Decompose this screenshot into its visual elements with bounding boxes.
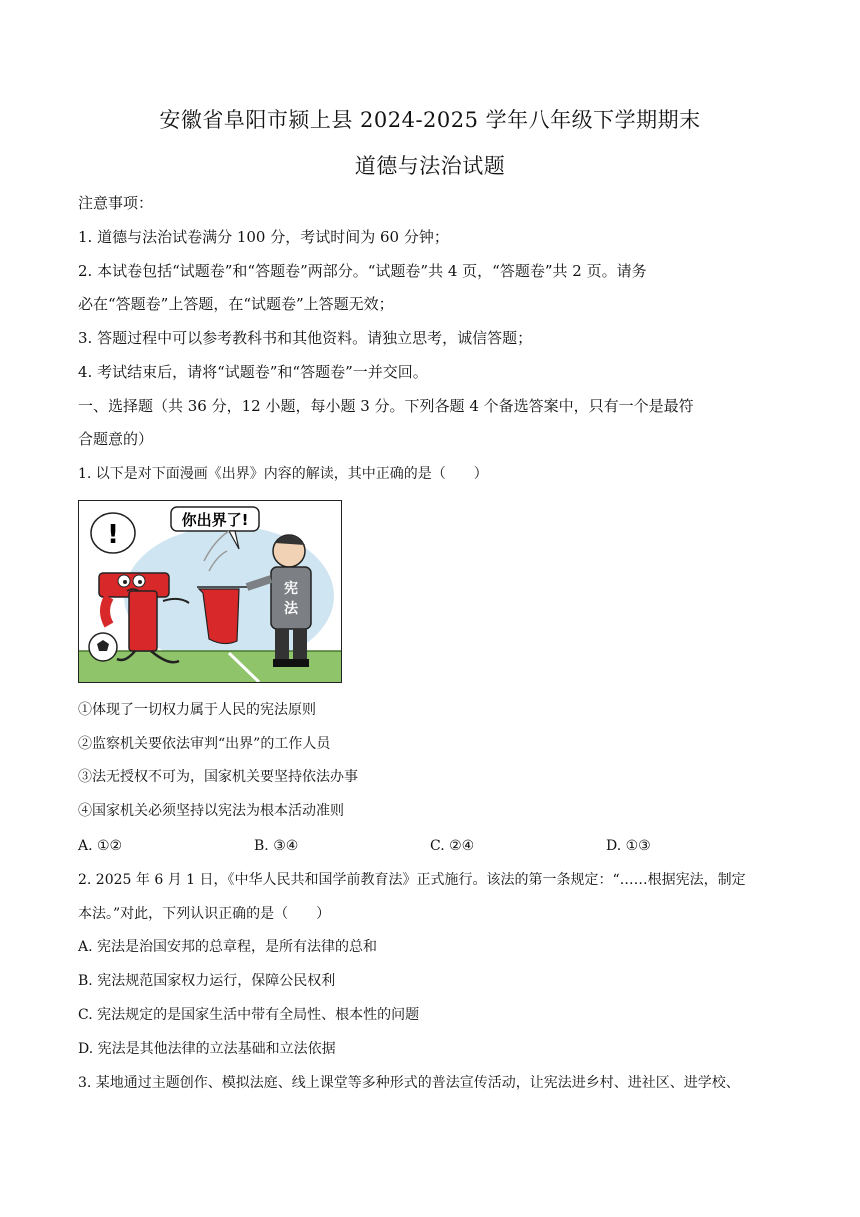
question-1-stem: 1. 以下是对下面漫画《出界》内容的解读，其中正确的是（ ） — [78, 466, 488, 482]
section-heading-a: 一、选择题（共 36 分，12 小题，每小题 3 分。下列各题 4 个备选答案中，只有一个是最符 — [78, 397, 694, 415]
q1-option-d[interactable]: D. ①③ — [606, 838, 651, 854]
cartoon-svg — [79, 501, 341, 682]
q1-statement-3: ③法无授权不可为，国家机关要坚持依法办事 — [78, 769, 358, 785]
q1-option-b[interactable]: B. ③④ — [254, 838, 299, 854]
q1-statement-4: ④国家机关必须坚持以宪法为根本活动准则 — [78, 803, 344, 819]
q2-option-d[interactable]: D. 宪法是其他法律的立法基础和立法依据 — [78, 1041, 336, 1057]
q2-option-a[interactable]: A. 宪法是治国安邦的总章程，是所有法律的总和 — [78, 939, 378, 955]
notice-item-2b: 必在“答题卷”上答题，在“试题卷”上答题无效； — [78, 295, 394, 313]
notice-item-2a: 2. 本试卷包括“试题卷”和“答题卷”两部分。“试题卷”共 4 页，“答题卷”共 2 页。请务 — [78, 262, 647, 280]
speech-bubble-text: 你出界了! — [181, 511, 249, 529]
question-2-stem-a: 2. 2025 年 6 月 1 日，《中华人民共和国学前教育法》正式施行。该法的第一条规定：“……根据宪法，制定 — [78, 872, 746, 888]
soccer-ball — [89, 633, 117, 661]
question-3-stem-a: 3. 某地通过主题创作、模拟法庭、线上课堂等多种形式的普法宣传活动，让宪法进乡村、进社区、进学校、 — [78, 1075, 740, 1091]
cartoon-out-of-bounds — [78, 500, 342, 683]
section-heading-b: 合题意的） — [78, 430, 154, 448]
q2-option-c[interactable]: C. 宪法规定的是国家生活中带有全局性、根本性的问题 — [78, 1007, 420, 1023]
shirt-text-2: 法 — [284, 601, 298, 617]
q2-option-b[interactable]: B. 宪法规范国家权力运行，保障公民权利 — [78, 973, 336, 989]
notice-item-1: 1. 道德与法治试卷满分 100 分，考试时间为 60 分钟； — [78, 228, 449, 246]
shirt-text-1: 宪 — [284, 581, 298, 597]
q1-option-a[interactable]: A. ①② — [78, 838, 123, 854]
notice-item-3: 3. 答题过程中可以参考教科书和其他资料。请独立思考，诚信答题； — [78, 329, 533, 347]
exam-title-line1: 安徽省阜阳市颍上县 2024-2025 学年八年级下学期期末 — [159, 108, 701, 132]
notice-item-4: 4. 考试结束后，请将“试题卷”和“答题卷”一并交回。 — [78, 363, 428, 381]
q1-statement-1: ①体现了一切权力属于人民的宪法原则 — [78, 702, 316, 718]
exam-title-line2: 道德与法治试题 — [354, 154, 506, 178]
q1-statement-2: ②监察机关要依法审判“出界”的工作人员 — [78, 736, 331, 752]
exclaim-mark: ! — [107, 520, 119, 550]
q1-option-c[interactable]: C. ②④ — [430, 838, 475, 854]
notice-heading: 注意事项： — [78, 194, 154, 212]
question-2-stem-b: 本法。”对此，下列认识正确的是（ ） — [78, 906, 331, 922]
